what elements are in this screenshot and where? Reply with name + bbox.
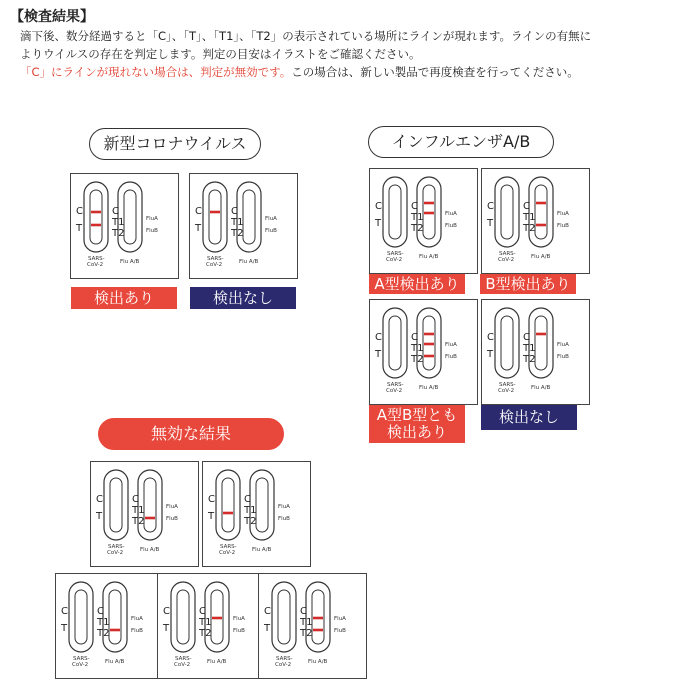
label-cov2: CoV-2 bbox=[275, 662, 292, 668]
flu-result-window bbox=[144, 478, 156, 532]
covid-result-window bbox=[278, 590, 290, 644]
label-sars: SARS- bbox=[499, 382, 516, 388]
flu-result-line-c bbox=[536, 202, 546, 205]
flu-result-line-t1 bbox=[313, 617, 323, 620]
label-fluab: Flu A/B bbox=[207, 659, 227, 665]
label-c: C bbox=[163, 606, 170, 617]
label-t: T bbox=[163, 623, 170, 634]
label-c: C bbox=[264, 606, 271, 617]
label-c: C bbox=[375, 201, 382, 212]
instruction-line-1: 滴下後、数分経過すると「C」、「T」、「T1」、「T2」の表示されている場所にラインが現れます。ラインの有無に bbox=[20, 29, 592, 43]
label-sars: SARS- bbox=[88, 256, 105, 262]
flu-result-line-t2 bbox=[536, 224, 546, 227]
covid-result-window bbox=[389, 185, 401, 239]
covid-result-window bbox=[389, 316, 401, 370]
covid-result-window bbox=[222, 478, 234, 532]
label-t2: T2 bbox=[523, 223, 536, 234]
label-t1: T1 bbox=[523, 212, 536, 223]
label-sars: SARS- bbox=[108, 544, 125, 550]
label-c-flu: C bbox=[523, 332, 530, 343]
test-card-covid-negative bbox=[189, 173, 298, 279]
instruction-line-3 bbox=[20, 63, 579, 81]
label-sars: SARS- bbox=[387, 382, 404, 388]
covid-result-line-t bbox=[91, 224, 101, 227]
label-t1: T1 bbox=[97, 617, 110, 628]
flu-ab-badge-line-2: 検出あり bbox=[386, 423, 447, 441]
label-flub: FluB bbox=[557, 354, 569, 360]
flu-result-line-t2 bbox=[313, 629, 323, 632]
label-flua: FluA bbox=[557, 342, 569, 348]
label-t2: T2 bbox=[244, 516, 257, 527]
label-t: T bbox=[264, 623, 271, 634]
label-t1: T1 bbox=[411, 343, 424, 354]
covid-positive-badge: 検出あり bbox=[71, 287, 177, 309]
label-c: C bbox=[96, 494, 103, 505]
test-card-invalid-2 bbox=[202, 461, 311, 567]
label-flub: FluB bbox=[131, 628, 143, 634]
label-sars: SARS- bbox=[499, 251, 516, 257]
test-card-flu-negative bbox=[481, 299, 590, 405]
label-flub: FluB bbox=[233, 628, 245, 634]
label-fluab: Flu A/B bbox=[239, 259, 259, 265]
label-sars: SARS- bbox=[73, 656, 90, 662]
flu-result-window bbox=[535, 185, 547, 239]
label-fluab: Flu A/B bbox=[105, 659, 125, 665]
label-flua: FluA bbox=[131, 616, 143, 622]
label-sars: SARS- bbox=[220, 544, 237, 550]
invalid-warning-text: 「C」にラインが現れない場合は、判定が無効です。 bbox=[20, 65, 292, 79]
flu-result-line-t1 bbox=[424, 343, 434, 346]
flu-result-line-t2 bbox=[145, 517, 155, 520]
label-c-flu: C bbox=[244, 494, 251, 505]
flu-ab-positive-badge bbox=[369, 405, 465, 443]
covid-result-line-c bbox=[210, 211, 220, 214]
label-sars: SARS- bbox=[207, 256, 224, 262]
label-fluab: Flu A/B bbox=[419, 385, 439, 391]
label-fluab: Flu A/B bbox=[419, 254, 439, 260]
label-cov2: CoV-2 bbox=[206, 262, 223, 268]
label-flua: FluA bbox=[557, 211, 569, 217]
label-fluab: Flu A/B bbox=[531, 385, 551, 391]
flu-ab-badge-line-1: A型B型とも bbox=[376, 406, 458, 424]
test-card-covid-positive bbox=[70, 173, 179, 279]
label-flua: FluA bbox=[265, 216, 277, 222]
results-heading: 【検査結果】 bbox=[10, 9, 94, 25]
label-c: C bbox=[487, 332, 494, 343]
invalid-section-title: 無効な結果 bbox=[98, 418, 284, 450]
label-t1: T1 bbox=[411, 212, 424, 223]
label-c-flu: C bbox=[300, 606, 307, 617]
label-cov2: CoV-2 bbox=[72, 662, 89, 668]
covid-section-title: 新型コロナウイルス bbox=[89, 128, 261, 160]
label-cov2: CoV-2 bbox=[219, 550, 236, 556]
label-t: T bbox=[208, 511, 215, 522]
covid-result-line-c bbox=[91, 211, 101, 214]
flu-result-line-t2 bbox=[424, 355, 434, 358]
label-flua: FluA bbox=[278, 504, 290, 510]
label-c-flu: C bbox=[199, 606, 206, 617]
covid-negative-badge: 検出なし bbox=[190, 287, 296, 309]
label-c-flu: C bbox=[523, 201, 530, 212]
flu-a-positive-badge: A型検出あり bbox=[369, 274, 465, 294]
covid-result-window bbox=[501, 316, 513, 370]
label-fluab: Flu A/B bbox=[308, 659, 328, 665]
label-cov2: CoV-2 bbox=[386, 388, 403, 394]
label-c: C bbox=[208, 494, 215, 505]
label-t2: T2 bbox=[112, 228, 125, 239]
test-card-invalid-3 bbox=[55, 573, 164, 679]
label-c-flu: C bbox=[97, 606, 104, 617]
label-flub: FluB bbox=[445, 354, 457, 360]
label-flua: FluA bbox=[445, 211, 457, 217]
label-c: C bbox=[487, 201, 494, 212]
label-c: C bbox=[76, 206, 83, 217]
flu-result-window bbox=[535, 316, 547, 370]
instruction-line-3-rest: この場合は、新しい製品で再度検査を行ってください。 bbox=[291, 65, 579, 79]
flu-result-window bbox=[256, 478, 268, 532]
label-fluab: Flu A/B bbox=[140, 547, 160, 553]
label-cov2: CoV-2 bbox=[174, 662, 191, 668]
flu-result-line-t1 bbox=[212, 617, 222, 620]
label-flub: FluB bbox=[146, 228, 158, 234]
covid-result-window bbox=[75, 590, 87, 644]
label-sars: SARS- bbox=[387, 251, 404, 257]
label-c: C bbox=[61, 606, 68, 617]
label-sars: SARS- bbox=[175, 656, 192, 662]
label-t2: T2 bbox=[523, 354, 536, 365]
label-c-flu: C bbox=[411, 201, 418, 212]
label-fluab: Flu A/B bbox=[531, 254, 551, 260]
test-card-invalid-5 bbox=[258, 573, 367, 679]
flu-b-positive-badge: B型検出あり bbox=[480, 274, 576, 294]
label-c: C bbox=[195, 206, 202, 217]
label-flua: FluA bbox=[445, 342, 457, 348]
label-t: T bbox=[96, 511, 103, 522]
label-t2: T2 bbox=[199, 628, 212, 639]
flu-negative-badge: 検出なし bbox=[481, 405, 577, 430]
flu-result-line-t1 bbox=[424, 212, 434, 215]
label-fluab: Flu A/B bbox=[252, 547, 272, 553]
label-t1: T1 bbox=[244, 505, 257, 516]
covid-result-line-t bbox=[223, 512, 233, 515]
flu-result-window bbox=[109, 590, 121, 644]
label-t1: T1 bbox=[523, 343, 536, 354]
flu-result-line-t2 bbox=[110, 629, 120, 632]
label-t: T bbox=[61, 623, 68, 634]
label-flub: FluB bbox=[278, 516, 290, 522]
covid-result-window bbox=[90, 190, 102, 244]
label-c-flu: C bbox=[132, 494, 139, 505]
test-card-invalid-1 bbox=[90, 461, 199, 567]
label-t2: T2 bbox=[411, 354, 424, 365]
label-t2: T2 bbox=[97, 628, 110, 639]
test-card-flu-a-positive bbox=[369, 168, 478, 274]
test-card-invalid-4 bbox=[157, 573, 266, 679]
covid-result-window bbox=[110, 478, 122, 532]
flu-result-line-c bbox=[424, 333, 434, 336]
flu-result-line-c bbox=[424, 202, 434, 205]
label-t1: T1 bbox=[231, 217, 244, 228]
covid-result-window bbox=[177, 590, 189, 644]
flu-result-window bbox=[124, 190, 136, 244]
label-flub: FluB bbox=[265, 228, 277, 234]
label-cov2: CoV-2 bbox=[107, 550, 124, 556]
test-card-flu-b-positive bbox=[481, 168, 590, 274]
covid-result-window bbox=[501, 185, 513, 239]
label-flua: FluA bbox=[334, 616, 346, 622]
label-cov2: CoV-2 bbox=[386, 257, 403, 263]
label-t: T bbox=[76, 223, 83, 234]
label-sars: SARS- bbox=[276, 656, 293, 662]
label-flua: FluA bbox=[166, 504, 178, 510]
flu-section-title: インフルエンザA/B bbox=[368, 126, 554, 158]
test-card-flu-ab-positive bbox=[369, 299, 478, 405]
label-cov2: CoV-2 bbox=[87, 262, 104, 268]
covid-result-window bbox=[209, 190, 221, 244]
label-t1: T1 bbox=[112, 217, 125, 228]
label-t1: T1 bbox=[199, 617, 212, 628]
label-cov2: CoV-2 bbox=[498, 257, 515, 263]
label-flua: FluA bbox=[146, 216, 158, 222]
label-cov2: CoV-2 bbox=[498, 388, 515, 394]
label-flub: FluB bbox=[334, 628, 346, 634]
label-c: C bbox=[375, 332, 382, 343]
label-t: T bbox=[195, 223, 202, 234]
label-t: T bbox=[487, 349, 494, 360]
label-t2: T2 bbox=[231, 228, 244, 239]
instruction-line-2: よりウイルスの存在を判定します。判定の目安はイラストをご確認ください。 bbox=[20, 47, 421, 61]
label-c-flu: C bbox=[411, 332, 418, 343]
label-t1: T1 bbox=[132, 505, 145, 516]
flu-result-window bbox=[243, 190, 255, 244]
label-t1: T1 bbox=[300, 617, 313, 628]
label-t: T bbox=[375, 349, 382, 360]
label-c-flu: C bbox=[112, 206, 119, 217]
label-c-flu: C bbox=[231, 206, 238, 217]
label-t2: T2 bbox=[411, 223, 424, 234]
label-flub: FluB bbox=[557, 223, 569, 229]
label-fluab: Flu A/B bbox=[120, 259, 140, 265]
label-t2: T2 bbox=[132, 516, 145, 527]
label-t: T bbox=[375, 218, 382, 229]
label-t: T bbox=[487, 218, 494, 229]
flu-result-line-c bbox=[536, 333, 546, 336]
label-flua: FluA bbox=[233, 616, 245, 622]
label-flub: FluB bbox=[445, 223, 457, 229]
label-t2: T2 bbox=[300, 628, 313, 639]
label-flub: FluB bbox=[166, 516, 178, 522]
